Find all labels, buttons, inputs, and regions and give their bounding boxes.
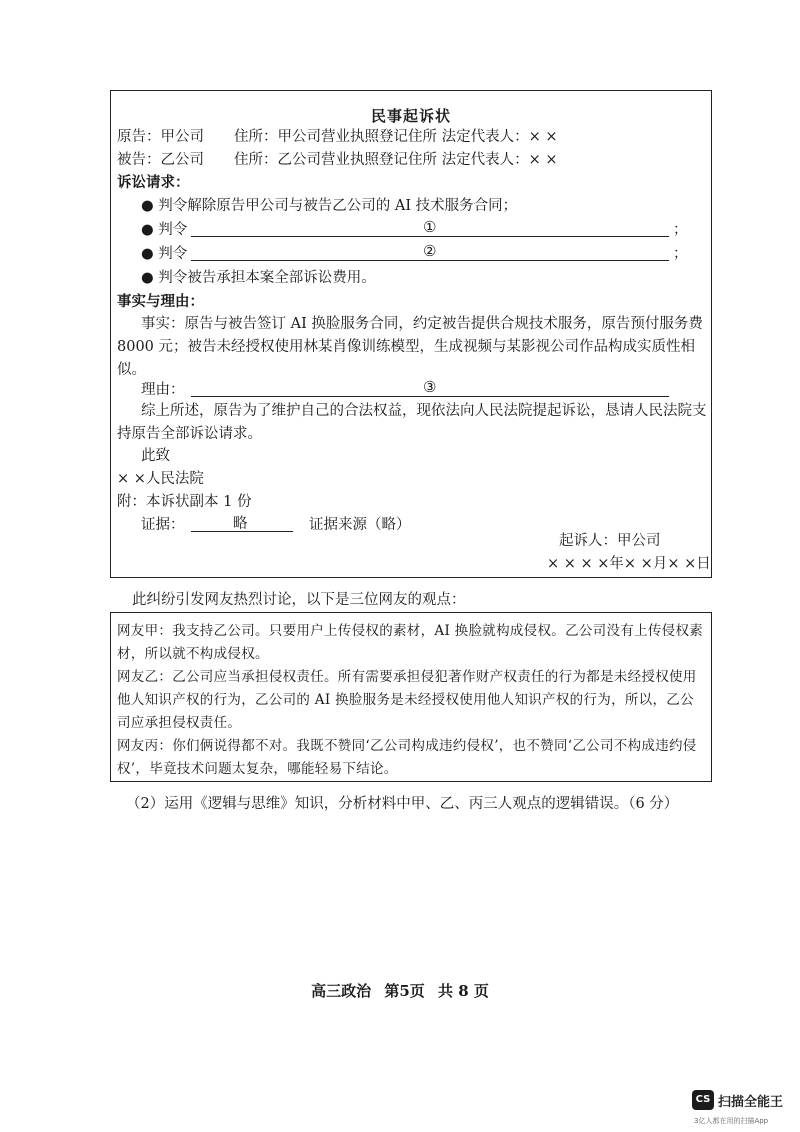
to-line: 此致 [141, 448, 170, 464]
evidence-source: 证据来源（略） [309, 517, 411, 533]
facts-text: 事实：原告与被告签订 AI 换脸服务合同，约定被告提供合规技术服务，原告预付服务费 8000 元；被告未经授权使用林某肖像训练模型，生成视频与某影视公司作品构成实质性相似。 [117, 316, 703, 378]
evidence-prefix: 证据： [141, 517, 185, 533]
summary-text: 综上所述，原告为了维护自己的合法权益，现依法向人民法院提起诉讼，恳请人民法院支持原告全部诉讼请求。 [117, 403, 707, 442]
plaintiff-label: 原告：甲公司 [117, 129, 204, 145]
scanner-logo-icon: CS [692, 1090, 714, 1110]
defendant-label: 被告：乙公司 [117, 152, 204, 168]
claims-heading: 诉讼请求： [117, 174, 190, 191]
footer-subject: 高三政治 [311, 982, 372, 1000]
claim-3-prefix: ● 判令 [141, 246, 188, 262]
reason-blank-marker: ③ [423, 378, 437, 396]
opinions-box [110, 612, 712, 782]
intro-text: 此纠纷引发网友热烈讨论，以下是三位网友的观点： [132, 592, 466, 608]
opinion-b: 网友乙：乙公司应当承担侵权责任。所有需要承担侵犯著作财产权责任的行为都是未经授权使用他人知识产权的行为，乙公司的 AI 换脸服务是未经授权使用他人知识产权的行为，所以，乙公司应承担侵权责任。 [117, 669, 697, 731]
attachment-line: 附：本诉状副本 1 份 [117, 494, 252, 510]
scanner-app-name: 扫描全能王 [718, 1095, 784, 1110]
complaint-title: 民事起诉状 [370, 107, 451, 125]
claim-3-blank-marker: ② [423, 242, 437, 260]
claim-2-prefix: ● 判令 [141, 222, 188, 238]
date-line: × × × ×年× ×月× ×日 [547, 556, 711, 572]
defendant-info: 住所：乙公司营业执照登记住所 法定代表人：× × [234, 152, 558, 168]
plaintiff-info: 住所：甲公司营业执照登记住所 法定代表人：× × [234, 129, 558, 145]
facts-heading: 事实与理由： [117, 293, 204, 310]
page-footer [0, 980, 800, 1001]
signer-line: 起诉人：甲公司 [559, 533, 661, 549]
claim-2-semicolon: ； [673, 222, 688, 238]
evidence-value: 略 [233, 516, 248, 532]
scanner-tagline: 3亿人都在用的扫描App [694, 1117, 769, 1125]
question-text: （2）运用《逻辑与思维》知识，分析材料中甲、乙、丙三人观点的逻辑错误。（6 分） [126, 796, 679, 812]
claim-1: ● 判令解除原告甲公司与被告乙公司的 AI 技术服务合同； [141, 198, 518, 214]
reason-prefix: 理由： [141, 382, 185, 398]
opinion-c: 网友丙：你们俩说得都不对。我既不赞同‘乙公司构成违约侵权’，也不赞同‘乙公司不构成违约侵权’，毕竟技术问题太复杂，哪能轻易下结论。 [117, 738, 697, 777]
complaint-box [110, 90, 712, 578]
footer-page: 第5页 [384, 982, 425, 1000]
court-line: × ×人民法院 [117, 471, 204, 487]
claim-2-blank-marker: ① [423, 218, 437, 236]
claim-3-semicolon: ； [673, 246, 688, 262]
opinion-a: 网友甲：我支持乙公司。只要用户上传侵权的素材，AI 换脸就构成侵权。乙公司没有上传侵权素材，所以就不构成侵权。 [117, 623, 704, 662]
footer-total: 共 8 页 [438, 982, 489, 1000]
claim-4: ● 判令被告承担本案全部诉讼费用。 [141, 270, 376, 286]
